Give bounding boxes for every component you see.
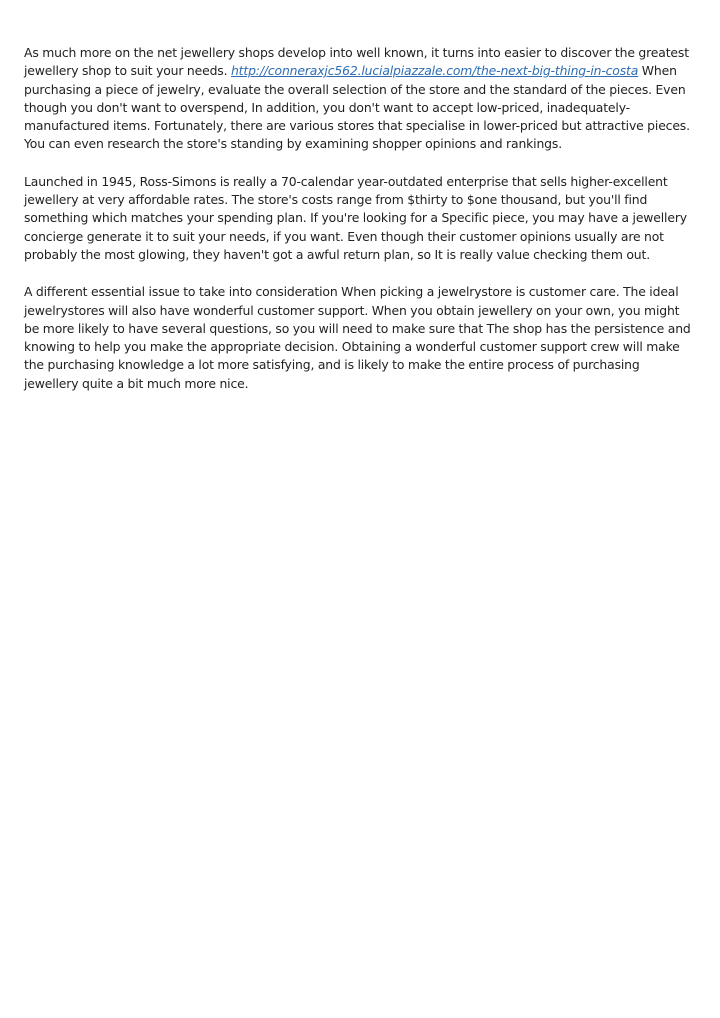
paragraph-1-text-end: When purchasing a piece of jewelry, evaluate the overall selection of the store and the standard of the pieces. Even though you don't want to overspend, In addition, you don't want to accept low-priced, inadequately-manufactured items. Fortunately, there are various stores that specialise in lower-priced but attractive pieces. You can even research the store's standing by examining shopper opinions and rankings.: [24, 63, 690, 152]
article-link[interactable]: http://conneraxjc562.lucialpiazzale.com/the-next-big-thing-in-costa: [230, 63, 639, 79]
document-body: [24, 44, 696, 412]
paragraph-1: [24, 44, 696, 154]
paragraph-1-text-start: As much more on the net jewellery shops develop into well known, it turns into easier to discover the greatest jewellery shop to suit your needs.: [24, 45, 689, 79]
paragraph-2: Launched in 1945, Ross-Simons is really a 70-calendar year-outdated enterprise that sells higher-excellent jewellery at very affordable rates. The store's costs range from $thirty to $one thousand, but you'll find something which matches your spending plan. If you're looking for a Specific piece, you may have a jewellery concierge generate it to suit your needs, if you want. Even though their customer opinions usually are not probably the most glowing, they haven't got a awful return plan, so It is really value checking them out.: [24, 173, 687, 262]
paragraph-3: A different essential issue to take into consideration When picking a jewelrystore is customer care. The ideal jewelrystores will also have wonderful customer support. When you obtain jewellery on your own, you might be more likely to have several questions, so you will need to make sure that The shop has the persistence and knowing to help you make the appropriate decision. Obtaining a wonderful customer support crew will make the purchasing knowledge a lot more satisfying, and is likely to make the entire process of purchasing jewellery quite a bit much more nice.: [24, 284, 691, 391]
